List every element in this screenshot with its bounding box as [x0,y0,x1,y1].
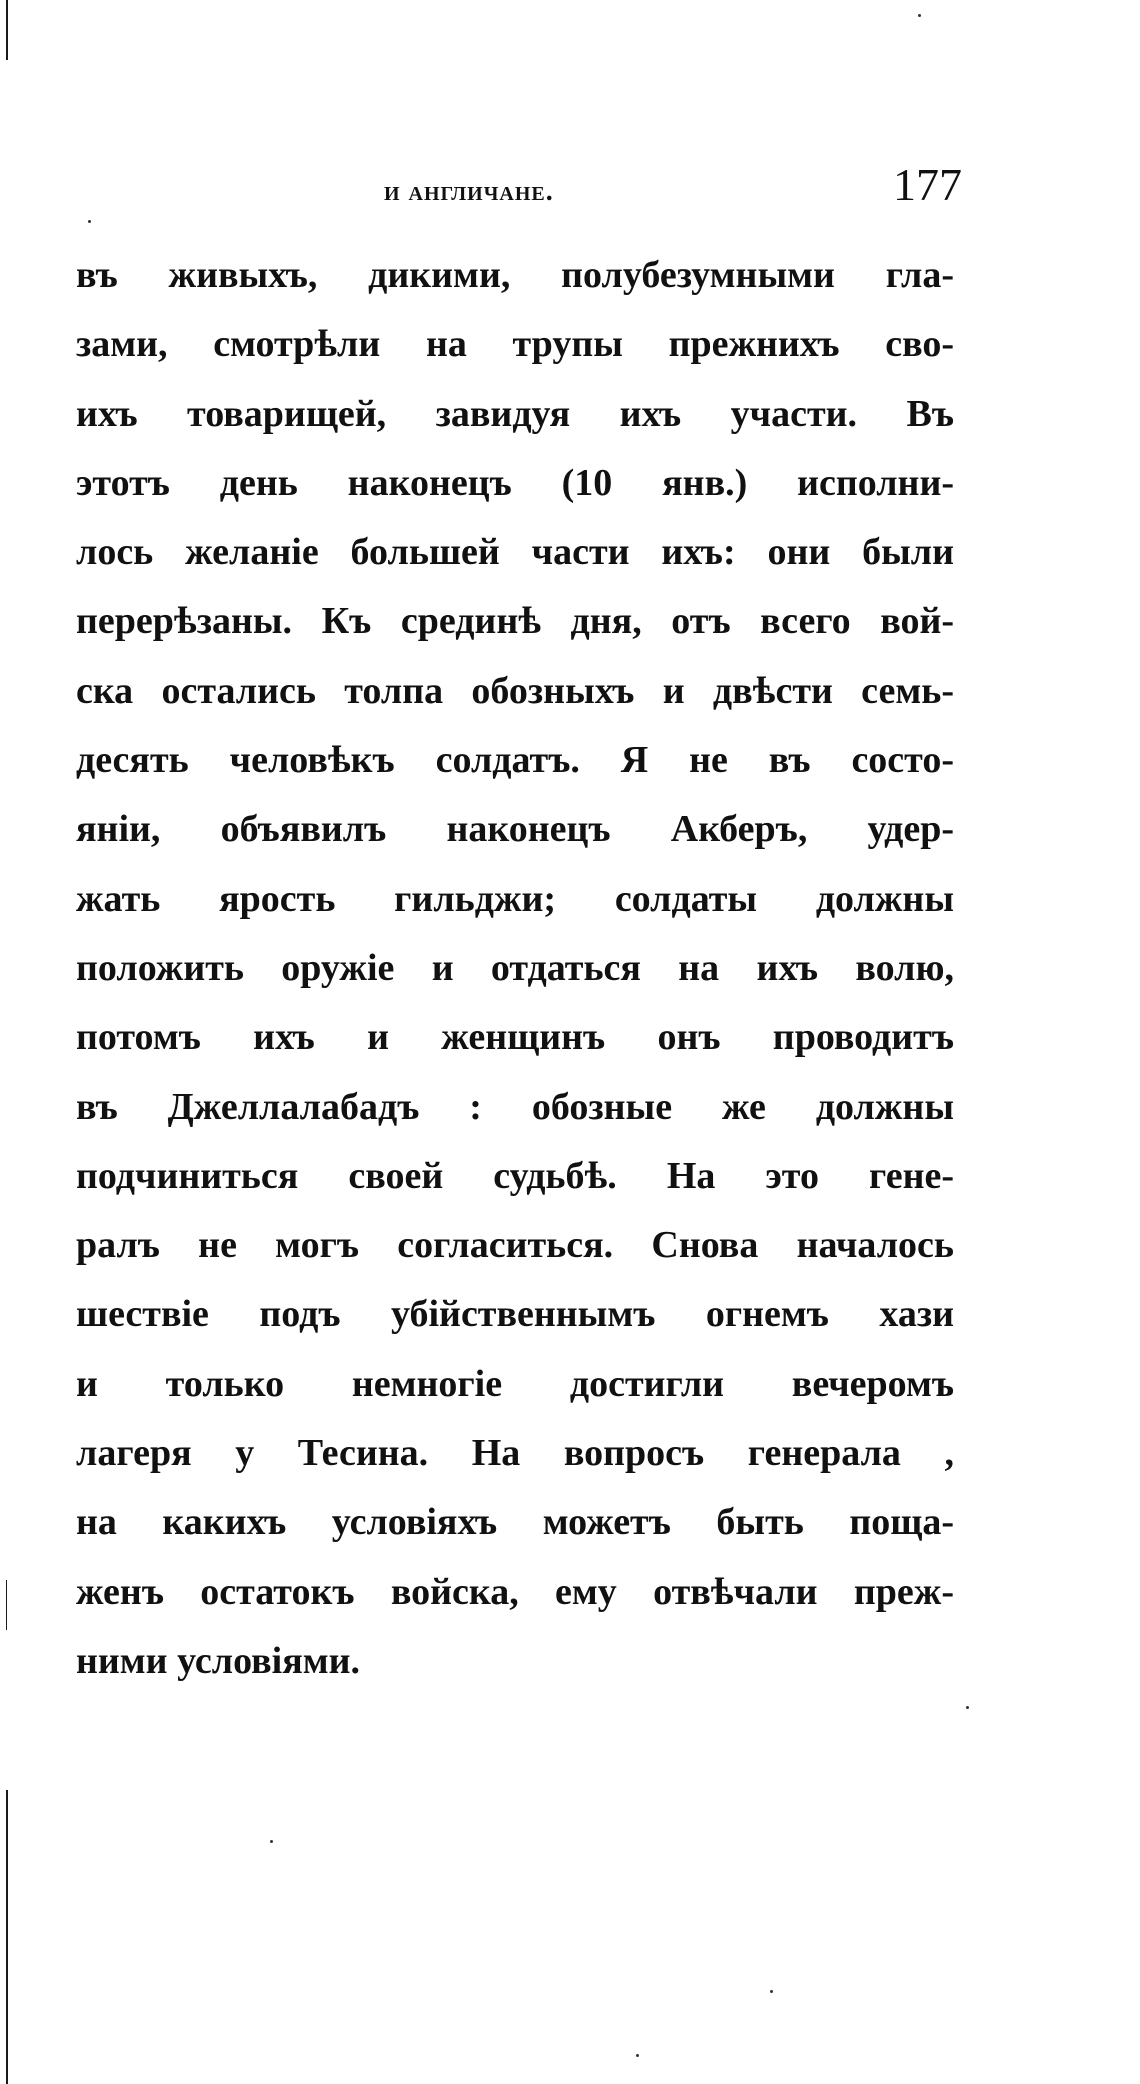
text-line: этотъ день наконецъ (10 янв.) исполни- [76,461,954,504]
page-edge-line-middle [6,1580,7,1630]
text-line: ска остались толпа обозныхъ и двѣсти семь- [76,669,954,712]
text-line: зами, смотрѣли на трупы прежнихъ сво- [76,323,954,366]
scan-speck [918,14,921,17]
scan-speck [636,2054,639,2057]
text-line: на какихъ условіяхъ можетъ быть поща- [76,1501,954,1544]
scan-speck [270,1840,273,1843]
text-line: потомъ ихъ и женщинъ онъ проводитъ [76,1016,954,1059]
body-text [76,241,954,1696]
text-line: въ живыхъ, дикими, полубезумными гла- [76,254,954,296]
page-number: 177 [893,159,962,210]
page-edge-line-top [6,0,8,60]
text-line: лагеря у Тесина. На вопросъ генерала , [76,1432,954,1475]
text-line: женъ остатокъ войска, ему отвѣчали преж- [76,1570,954,1613]
text-line: лось желаніе большей части ихъ: они были [76,531,954,574]
text-line: въ Джеллалабадъ : обозные же должны [76,1085,954,1128]
text-line: яніи, объявилъ наконецъ Акберъ, удер- [76,808,954,851]
running-head: и англичане. [384,176,554,207]
text-line: шествіе подъ убійственнымъ огнемъ хази [76,1293,954,1336]
text-line: перерѣзаны. Къ срединѣ дня, отъ всего вой- [76,600,954,643]
text-line: положить оружіе и отдаться на ихъ волю, [76,946,954,989]
scan-speck [770,1990,773,1993]
text-line: ралъ не могъ согласиться. Снова началось [76,1224,954,1267]
text-line: ихъ товарищей, завидуя ихъ участи. Въ [76,392,954,435]
text-line: и только немногіе достигли вечеромъ [76,1362,954,1405]
page-edge-line-bottom [6,1790,8,2084]
text-line: подчиниться своей судьбѣ. На это гене- [76,1154,954,1197]
scan-speck [966,1706,969,1709]
text-line: десять человѣкъ солдатъ. Я не въ состо- [76,739,954,782]
text-line: жать ярость гильджи; солдаты должны [76,877,954,920]
text-line: ними условіями. [76,1639,361,1682]
scan-speck [88,220,91,223]
